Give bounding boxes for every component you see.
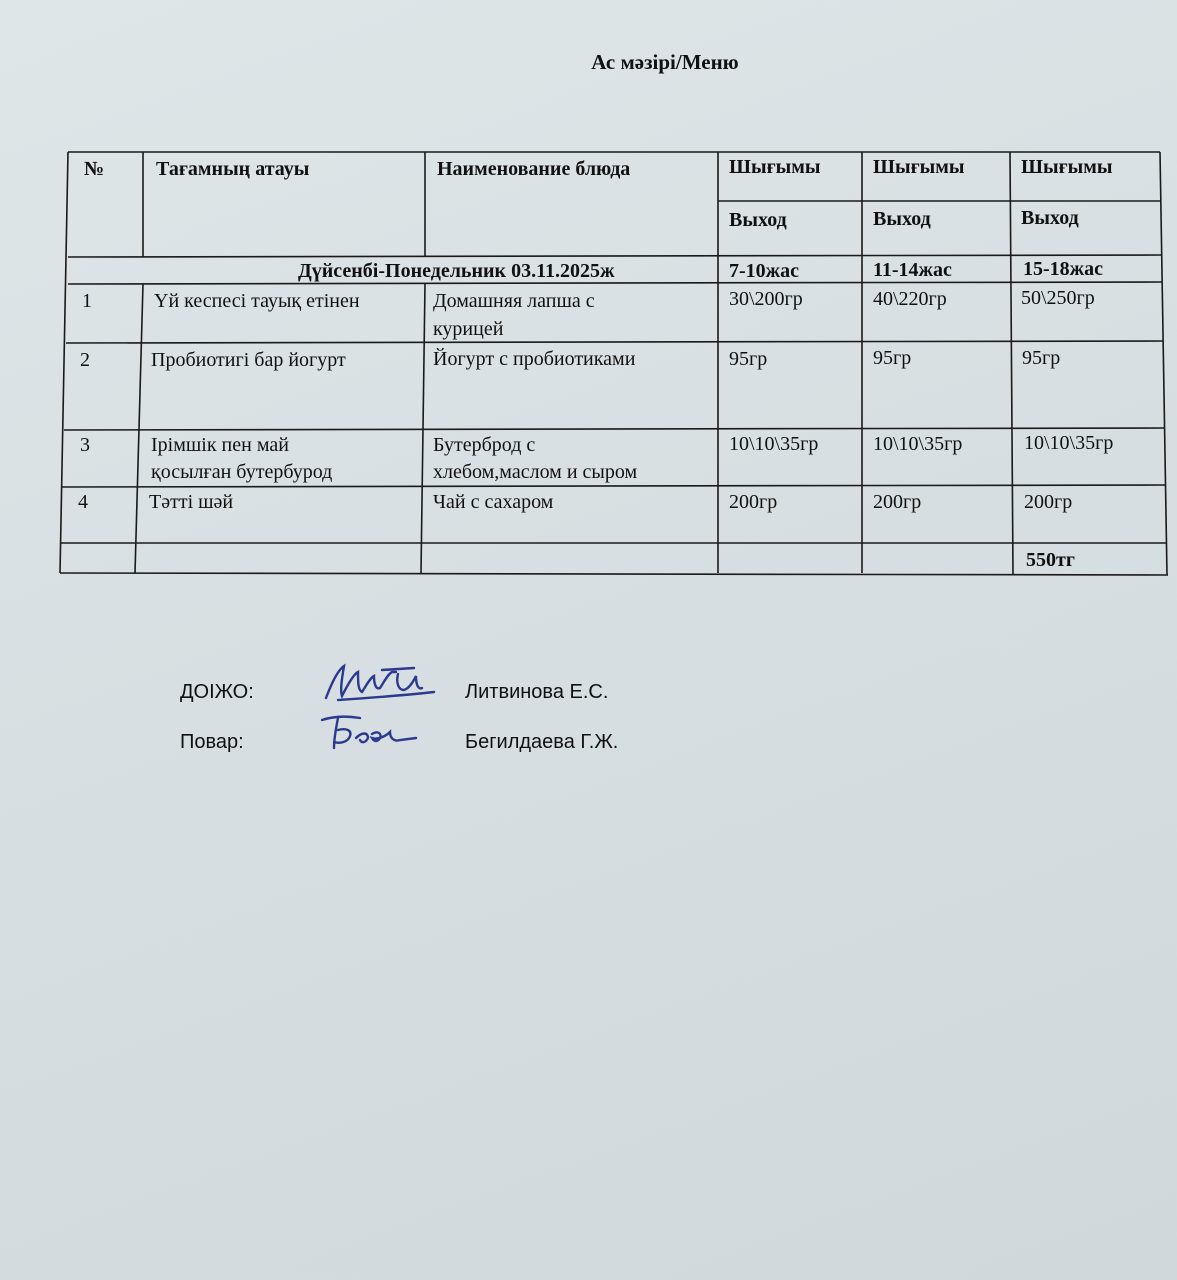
row-yield: 200гр: [729, 491, 778, 513]
row-name-ru: хлебом,маслом и сыром: [433, 461, 638, 483]
row-name-ru: Бутерброд с: [433, 434, 536, 456]
signature-name: Литвинова Е.С.: [465, 681, 609, 703]
row-num: 4: [78, 491, 88, 513]
signature-mark: [318, 660, 438, 706]
header-yield-kz-2: Шығымы: [873, 156, 965, 178]
day-label: Дүйсенбі-Понедельник 03.11.2025ж: [298, 260, 615, 282]
age-group-1: 7-10жас: [729, 260, 800, 282]
signature-role: Повар:: [180, 731, 244, 753]
header-yield-kz-1: Шығымы: [729, 156, 821, 178]
row-yield: 200гр: [1024, 491, 1073, 513]
row-name-kz: қосылған бутербурод: [151, 461, 333, 483]
row-yield: 10\10\35гр: [1024, 432, 1114, 454]
row-name-ru: Чай с сахаром: [433, 491, 554, 513]
signature-mark: [316, 708, 420, 754]
row-name-ru: Йогурт с пробиотиками: [433, 348, 636, 370]
header-name-ru: Наименование блюда: [437, 158, 631, 180]
row-yield: 40\220гр: [873, 288, 947, 310]
row-yield: 95гр: [873, 347, 912, 369]
row-name-kz: Пробиотигі бар йогурт: [151, 349, 346, 371]
row-name-kz: Тәтті шәй: [149, 491, 234, 513]
row-name-ru: Домашняя лапша с: [433, 290, 595, 312]
row-name-kz: Ірімшік пен май: [151, 434, 289, 456]
row-num: 3: [80, 434, 90, 456]
header-num: №: [84, 158, 105, 180]
row-name-kz: Үй кеспесі тауық етінен: [154, 290, 360, 312]
age-group-2: 11-14жас: [873, 259, 952, 281]
row-yield: 10\10\35гр: [873, 433, 963, 455]
header-name-kz: Тағамның атауы: [156, 158, 310, 180]
row-num: 1: [82, 290, 92, 312]
header-yield-kz-3: Шығымы: [1021, 156, 1113, 178]
row-name-ru: курицей: [433, 318, 504, 340]
header-yield-ru-3: Выход: [1021, 207, 1079, 229]
total-price: 550тг: [1026, 549, 1075, 571]
row-yield: 50\250гр: [1021, 287, 1095, 309]
row-yield: 95гр: [729, 348, 768, 370]
header-yield-ru-2: Выход: [873, 208, 931, 230]
header-yield-ru-1: Выход: [729, 209, 787, 231]
signature-name: Бегилдаева Г.Ж.: [465, 731, 619, 753]
age-group-3: 15-18жас: [1023, 258, 1104, 280]
row-yield: 10\10\35гр: [729, 433, 819, 455]
row-yield: 30\200гр: [729, 288, 803, 310]
signature-role: ДОІЖО:: [180, 681, 254, 703]
row-yield: 200гр: [873, 491, 922, 513]
row-yield: 95гр: [1022, 347, 1061, 369]
row-num: 2: [80, 349, 90, 371]
page-title: Ас мәзірі/Меню: [591, 50, 739, 74]
